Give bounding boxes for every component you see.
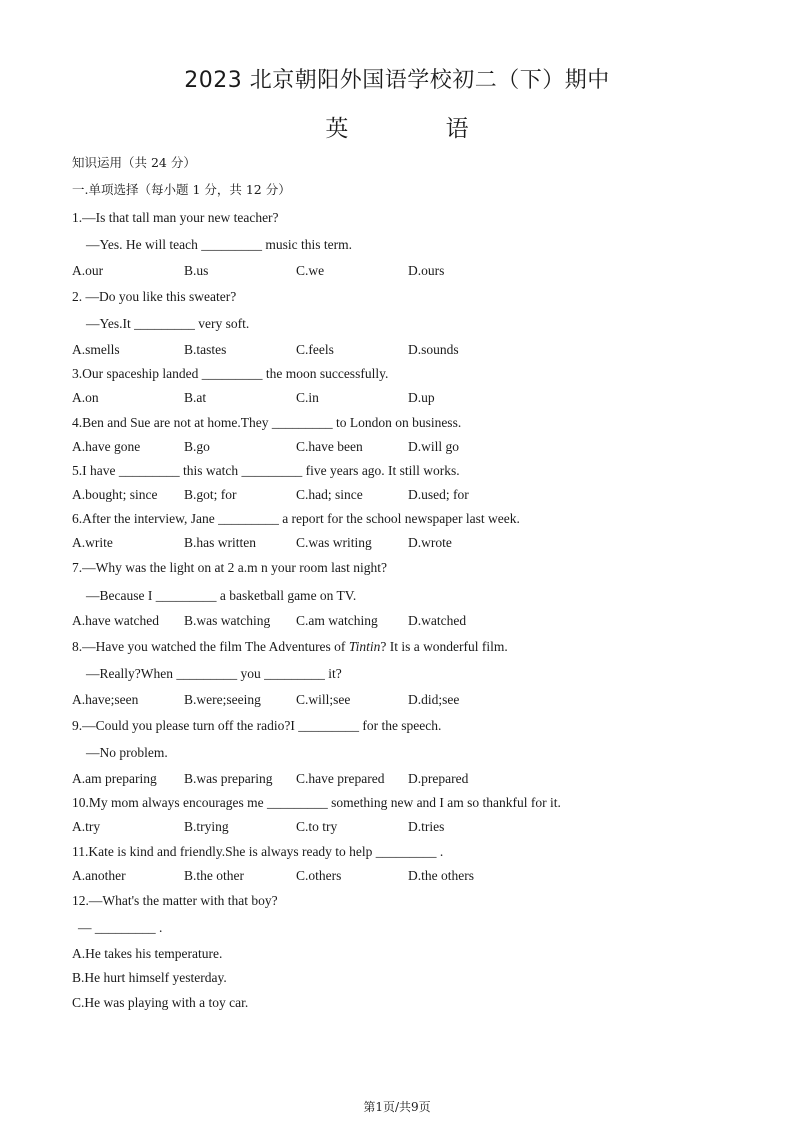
question-5-stem: 5.I have _________ this watch _________ five years ago. It still works. — [72, 463, 460, 478]
q4-option-a: A.have gone — [72, 439, 141, 454]
question-10-stem: 10.My mom always encourages me _________ something new and I am so thankful for it. — [72, 795, 561, 810]
q4-option-c: C.have been — [296, 439, 363, 454]
q7-option-c: C.am watching — [296, 613, 378, 628]
question-12-reply: — _________ . — [78, 920, 163, 935]
q9-option-b: B.was preparing — [184, 771, 273, 786]
question-7-stem: 7.—Why was the light on at 2 a.m n your room last night? — [72, 560, 387, 575]
question-8-stem-start: 8.—Have you watched the film The Adventures of — [72, 639, 349, 654]
q12-option-c: C.He was playing with a toy car. — [72, 995, 249, 1010]
q3-option-d: D.up — [408, 390, 435, 405]
question-6-stem: 6.After the interview, Jane _________ a report for the school newspaper last week. — [72, 511, 520, 526]
q5-option-d: D.used; for — [408, 487, 469, 502]
q7-option-d: D.watched — [408, 613, 467, 628]
question-11-stem: 11.Kate is kind and friendly.She is always ready to help _________ . — [72, 844, 444, 859]
q8-option-d: D.did;see — [408, 692, 460, 707]
question-4-stem: 4.Ben and Sue are not at home.They _________ to London on business. — [72, 415, 462, 430]
question-1-stem: 1.—Is that tall man your new teacher? — [72, 210, 279, 225]
q5-option-a: A.bought; since — [72, 487, 158, 502]
q8-option-a: A.have;seen — [72, 692, 139, 707]
q2-option-a: A.smells — [72, 342, 120, 357]
q3-option-a: A.on — [72, 390, 99, 405]
question-9-stem: 9.—Could you please turn off the radio?I _________ for the speech. — [72, 718, 442, 733]
q1-option-a: A.our — [72, 263, 104, 278]
exam-title: 2023 北京朝阳外国语学校初二（下）期中 — [184, 68, 610, 93]
question-2-stem: 2. —Do you like this sweater? — [72, 289, 237, 304]
question-12-stem: 12.—What's the matter with that boy? — [72, 893, 278, 908]
q3-option-c: C.in — [296, 390, 319, 405]
subject-title: 英 语 — [325, 116, 514, 142]
q11-option-d: D.the others — [408, 868, 474, 883]
q8-option-c: C.will;see — [296, 692, 351, 707]
question-8-stem-end: ? It is a wonderful film. — [380, 639, 508, 654]
question-8-stem — [72, 639, 508, 655]
film-title-italic: Tintin — [348, 639, 381, 654]
q12-option-a: A.He takes his temperature. — [72, 946, 223, 961]
q6-option-b: B.has written — [184, 535, 256, 550]
question-9-reply: —No problem. — [86, 745, 168, 760]
q1-option-b: B.us — [184, 263, 209, 278]
q9-option-d: D.prepared — [408, 771, 469, 786]
page-number: 第1页/共9页 — [363, 1100, 431, 1114]
q7-option-a: A.have watched — [72, 613, 159, 628]
q10-option-d: D.tries — [408, 819, 445, 834]
q4-option-b: B.go — [184, 439, 210, 454]
q2-option-d: D.sounds — [408, 342, 459, 357]
q9-option-a: A.am preparing — [72, 771, 157, 786]
q8-option-b: B.were;seeing — [184, 692, 261, 707]
q10-option-b: B.trying — [184, 819, 229, 834]
q6-option-d: D.wrote — [408, 535, 452, 550]
part-heading: 知识运用（共 24 分） — [72, 155, 196, 170]
question-2-reply: —Yes.It _________ very soft. — [86, 316, 250, 331]
question-8-reply: —Really?When _________ you _________ it? — [86, 666, 342, 681]
section-heading: 一.单项选择（每小题 1 分，共 12 分） — [72, 182, 291, 197]
q5-option-c: C.had; since — [296, 487, 363, 502]
q9-option-c: C.have prepared — [296, 771, 385, 786]
q12-option-b: B.He hurt himself yesterday. — [72, 970, 227, 985]
q5-option-b: B.got; for — [184, 487, 237, 502]
question-3-stem: 3.Our spaceship landed _________ the moon successfully. — [72, 366, 389, 381]
q6-option-a: A.write — [72, 535, 113, 550]
q10-option-c: C.to try — [296, 819, 338, 834]
q7-option-b: B.was watching — [184, 613, 271, 628]
q1-option-c: C.we — [296, 263, 325, 278]
q3-option-b: B.at — [184, 390, 207, 405]
q10-option-a: A.try — [72, 819, 101, 834]
q2-option-c: C.feels — [296, 342, 334, 357]
q11-option-c: C.others — [296, 868, 342, 883]
q6-option-c: C.was writing — [296, 535, 372, 550]
question-1-reply: —Yes. He will teach _________ music this term. — [86, 237, 352, 252]
q1-option-d: D.ours — [408, 263, 445, 278]
q2-option-b: B.tastes — [184, 342, 227, 357]
question-7-reply: —Because I _________ a basketball game on TV. — [86, 588, 357, 603]
q11-option-b: B.the other — [184, 868, 244, 883]
q11-option-a: A.another — [72, 868, 126, 883]
q4-option-d: D.will go — [408, 439, 460, 454]
